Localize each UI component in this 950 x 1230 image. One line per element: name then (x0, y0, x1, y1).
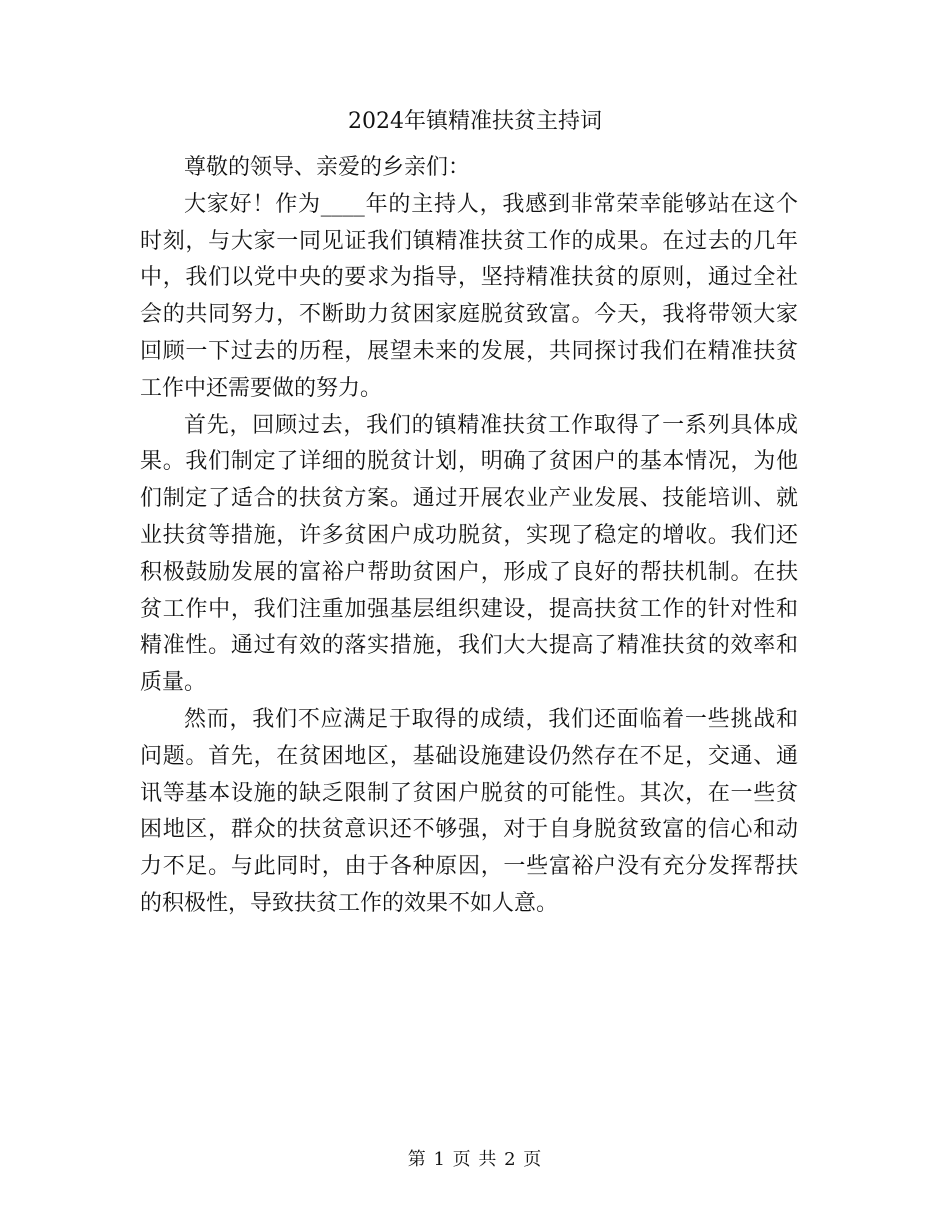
achievements-paragraph: 首先，回顾过去，我们的镇精准扶贫工作取得了一系列具体成果。我们制定了详细的脱贫计划，明确了贫困户的基本情况，为他们制定了适合的扶贫方案。通过开展农业产业发展、技能培训、就业扶贫等措施，许多贫困户成功脱贫，实现了稳定的增收。我们还积极鼓励发展的富裕户帮助贫困户，形成了良好的帮扶机制。在扶贫工作中，我们注重加强基层组织建设，提高扶贫工作的针对性和精准性。通过有效的落实措施，我们大大提高了精准扶贫的效率和质量。 (140, 412, 798, 696)
challenges-paragraph: 然而，我们不应满足于取得的成绩，我们还面临着一些挑战和问题。首先，在贫困地区，基础设施建设仍然存在不足，交通、通讯等基本设施的缺乏限制了贫困户脱贫的可能性。其次，在一些贫困地区，群众的扶贫意识还不够强，对于自身脱贫致富的信心和动力不足。与此同时，由于各种原因，一些富裕户没有充分发挥帮扶的积极性，导致扶贫工作的效果不如人意。 (140, 706, 798, 916)
opening-paragraph: 大家好！作为____年的主持人，我感到非常荣幸能够站在这个时刻，与大家一同见证我们镇精准扶贫工作的成果。在过去的几年中，我们以党中央的要求为指导，坚持精准扶贫的原则，通过全社会的共同努力，不断助力贫困家庭脱贫致富。今天，我将带领大家回顾一下过去的历程，展望未来的发展，共同探讨我们在精准扶贫工作中还需要做的努力。 (140, 191, 798, 401)
page-footer: 第 1 页 共 2 页 (407, 1149, 543, 1170)
document-body (140, 150, 798, 923)
salutation-paragraph: 尊敬的领导、亲爱的乡亲们： (184, 155, 471, 180)
document-title: 2024年镇精准扶贫主持词 (348, 109, 602, 134)
